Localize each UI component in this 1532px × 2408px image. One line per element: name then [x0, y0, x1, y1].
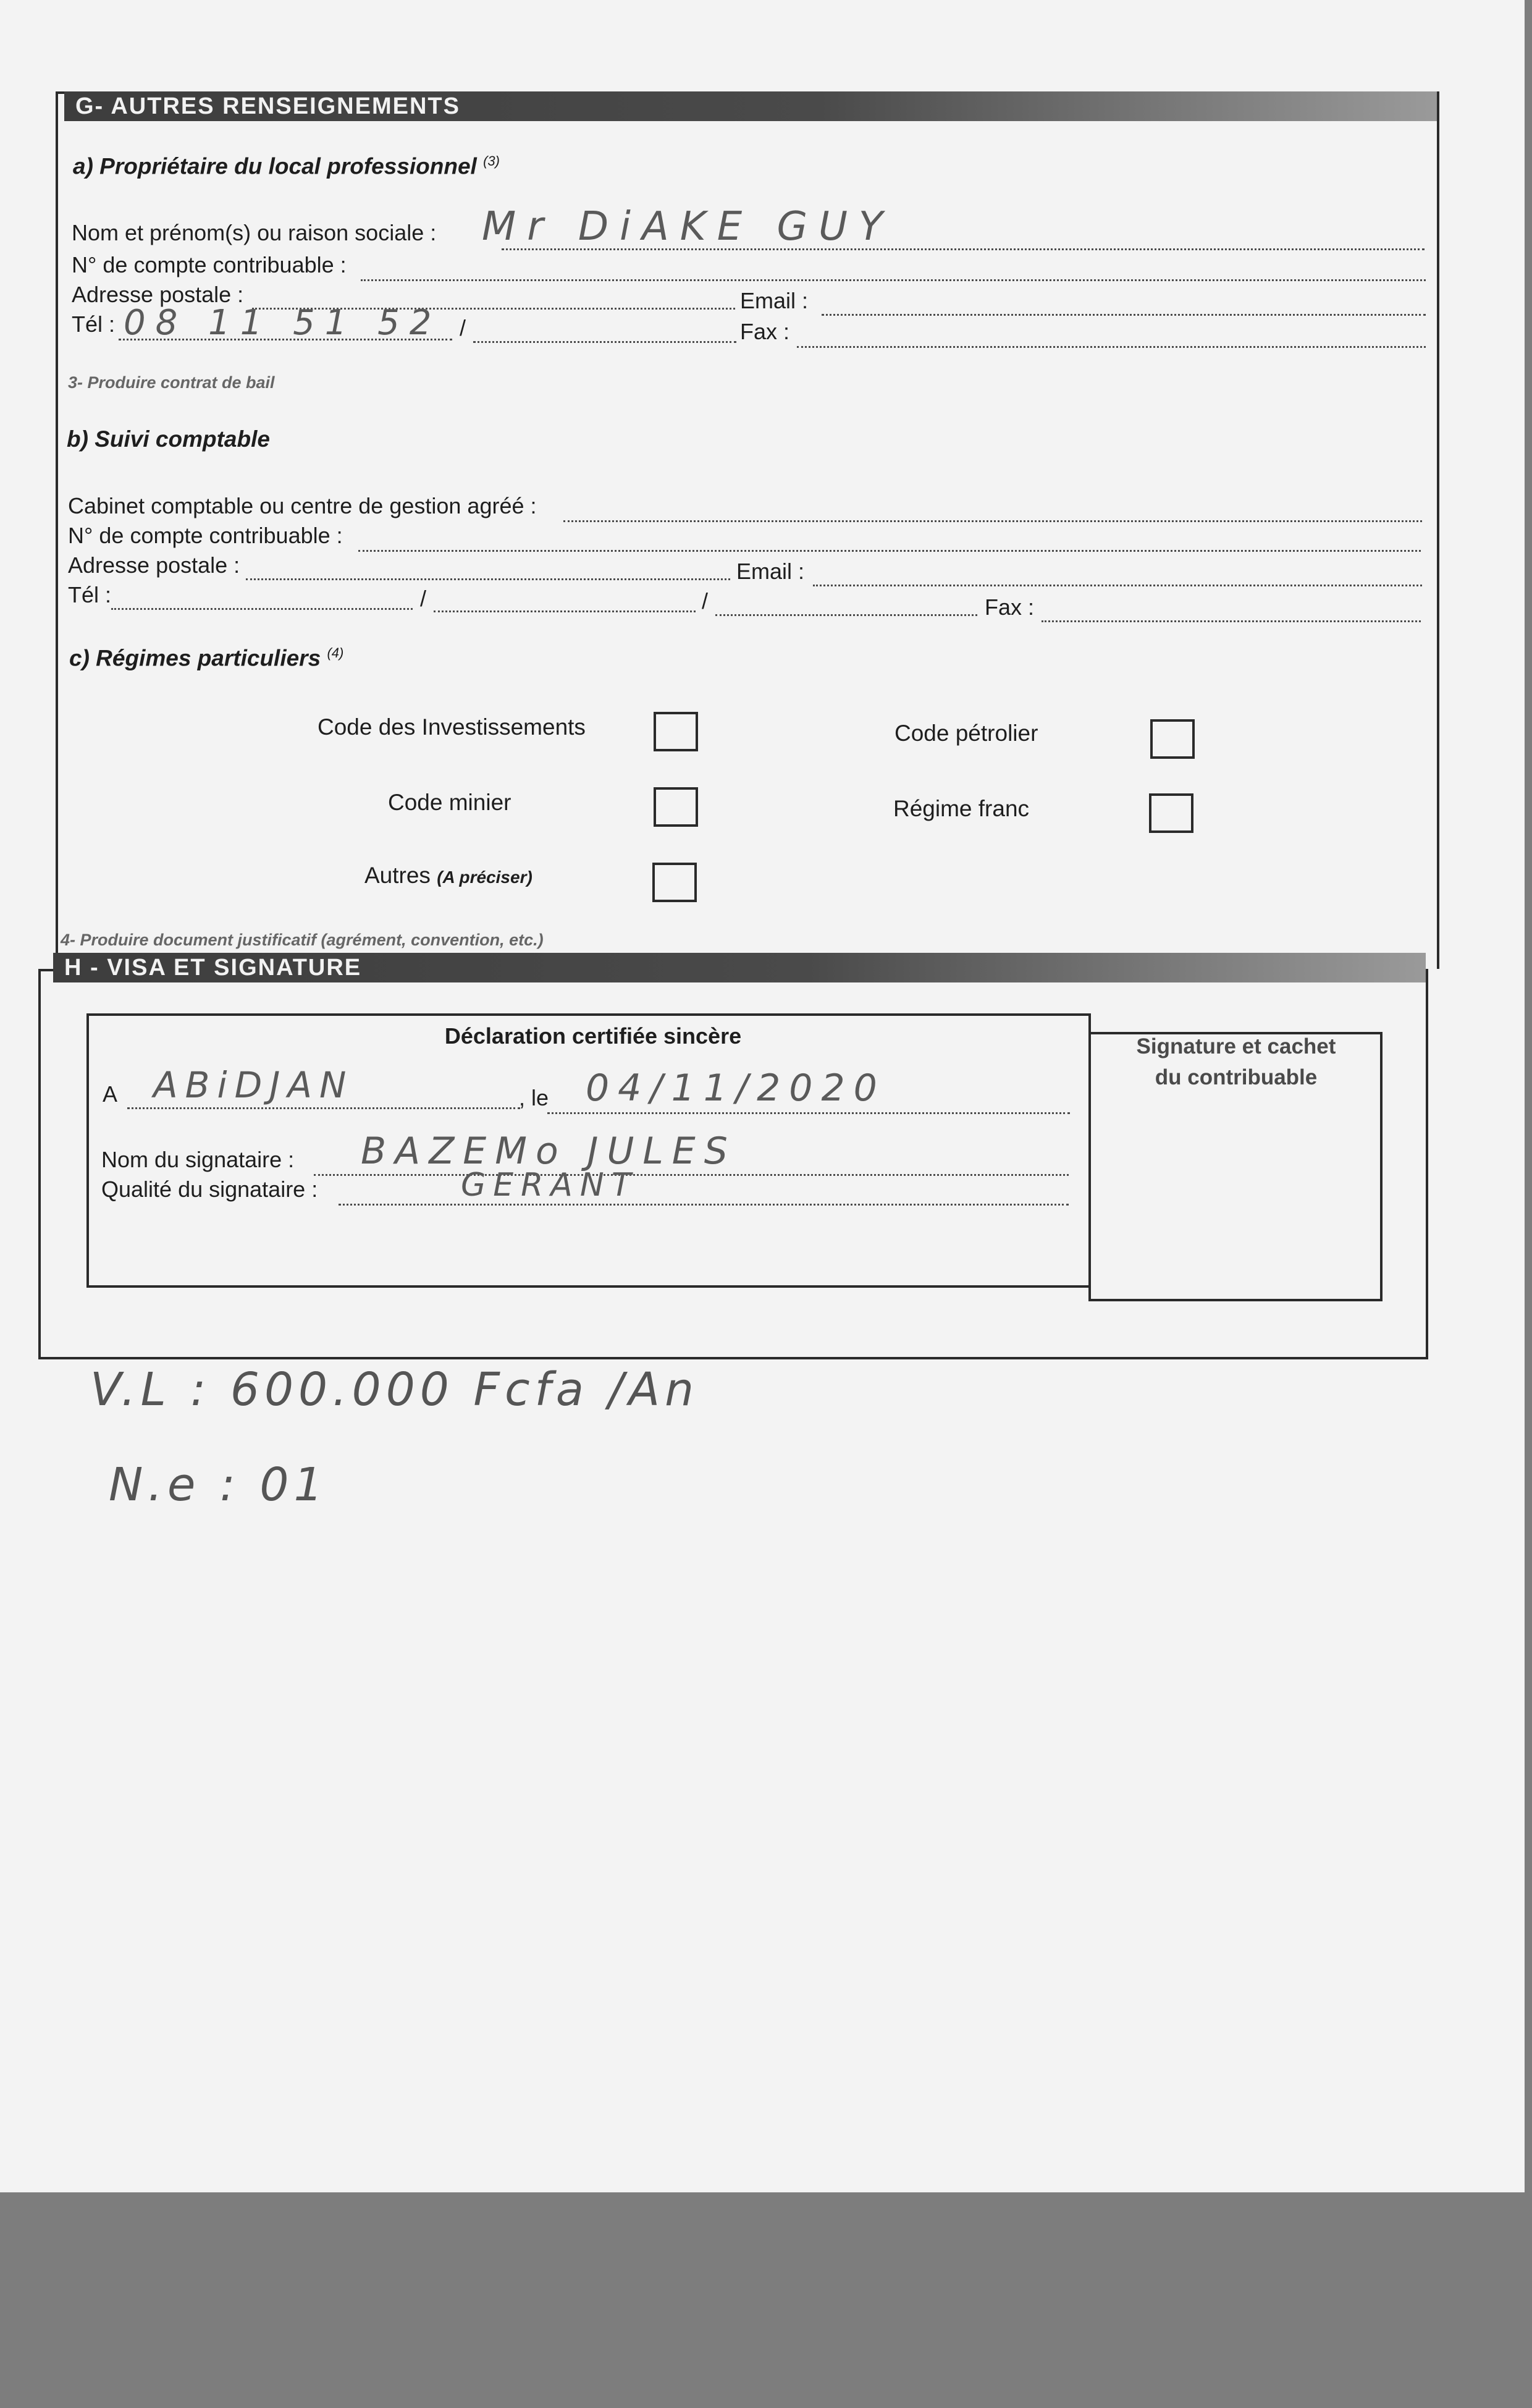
regimes-footnote-ref: (4) — [327, 645, 344, 661]
place-label: A — [103, 1081, 118, 1107]
accounting-cabinet-label: Cabinet comptable ou centre de gestion agréé : — [68, 493, 537, 518]
accounting-email-label: Email : — [736, 559, 805, 584]
regime-petrolier-label: Code pétrolier — [894, 720, 1038, 746]
accounting-account-line — [358, 550, 1421, 552]
owner-address-label: Adresse postale : — [72, 282, 244, 307]
footnote-4: 4- Produire document justificatif (agrément, convention, etc.) — [61, 931, 544, 949]
signatory-value: BAZEMo JULES — [361, 1130, 736, 1173]
owner-account-label: N° de compte contribuable : — [72, 252, 347, 277]
owner-fax-label: Fax : — [740, 319, 790, 344]
signatory-line — [314, 1174, 1069, 1176]
owner-subtitle — [73, 153, 500, 179]
regime-minier-label: Code minier — [388, 790, 511, 815]
accounting-cabinet-line — [563, 520, 1422, 522]
owner-email-label: Email : — [740, 288, 809, 313]
regime-franc-label: Régime franc — [893, 796, 1030, 821]
regime-petrolier-checkbox[interactable] — [1150, 719, 1195, 759]
owner-email-line — [822, 314, 1426, 316]
owner-fax-line — [797, 346, 1426, 348]
accounting-tel-line-1 — [111, 608, 413, 610]
owner-tel-line-2 — [473, 341, 736, 343]
accounting-account-label: N° de compte contribuable : — [68, 523, 343, 548]
signature-title-line-1: Signature et cachet — [1136, 1034, 1336, 1058]
owner-tel-label: Tél : — [72, 311, 116, 337]
owner-footnote-ref: (3) — [483, 153, 500, 169]
accounting-tel-line-2 — [434, 610, 696, 612]
regime-investissements-label: Code des Investissements — [318, 714, 586, 740]
place-value: ABiDJAN — [153, 1064, 354, 1106]
handwritten-note-2: N.e : 01 — [109, 1458, 328, 1511]
regimes-subtitle-text: c) Régimes particuliers — [69, 645, 321, 671]
regimes-subtitle — [69, 645, 343, 671]
quality-value: GERANT — [461, 1167, 639, 1204]
accounting-tel-line-3 — [715, 614, 977, 616]
quality-label: Qualité du signataire : — [101, 1177, 318, 1202]
owner-account-line — [361, 279, 1426, 281]
accounting-tel-label: Tél : — [68, 582, 112, 607]
owner-name-label: Nom et prénom(s) ou raison sociale : — [72, 220, 437, 245]
accounting-fax-line — [1042, 620, 1421, 622]
declaration-title: Déclaration certifiée sincère — [444, 1023, 742, 1049]
regime-autres-hint: (A préciser) — [437, 868, 532, 887]
regime-minier-checkbox[interactable] — [654, 787, 698, 827]
accounting-address-label: Adresse postale : — [68, 552, 240, 578]
accounting-tel-slash-2: / — [702, 588, 709, 614]
signatory-label: Nom du signataire : — [101, 1147, 295, 1172]
owner-name-value: Mr DiAKE GUY — [482, 204, 894, 250]
owner-tel-slash: / — [460, 315, 466, 340]
regime-franc-checkbox[interactable] — [1149, 793, 1193, 833]
accounting-email-line — [813, 585, 1422, 586]
regime-autres-text: Autres — [364, 863, 431, 888]
date-line — [547, 1112, 1070, 1114]
section-g-title: G- AUTRES RENSEIGNEMENTS — [64, 91, 1437, 121]
accounting-subtitle: b) Suivi comptable — [67, 426, 270, 452]
handwritten-note-1: V.L : 600.000 Fcfa /An — [90, 1363, 699, 1416]
regime-autres-checkbox[interactable] — [652, 863, 697, 902]
section-h-title: H - VISA ET SIGNATURE — [53, 953, 1426, 982]
owner-subtitle-text: a) Propriétaire du local professionnel — [73, 153, 477, 179]
accounting-tel-slash-1: / — [420, 586, 427, 611]
regime-autres-label — [364, 863, 532, 889]
footnote-3: 3- Produire contrat de bail — [68, 373, 275, 392]
date-label: , le — [519, 1085, 549, 1110]
accounting-fax-label: Fax : — [985, 594, 1035, 620]
regime-investissements-checkbox[interactable] — [654, 712, 698, 751]
owner-tel-value: 08 11 51 52 — [124, 303, 442, 343]
quality-line — [339, 1204, 1069, 1206]
date-value: 04/11/2020 — [586, 1067, 886, 1110]
place-line — [127, 1107, 520, 1109]
signature-title-line-2: du contribuable — [1155, 1065, 1318, 1089]
accounting-address-line — [246, 578, 730, 580]
